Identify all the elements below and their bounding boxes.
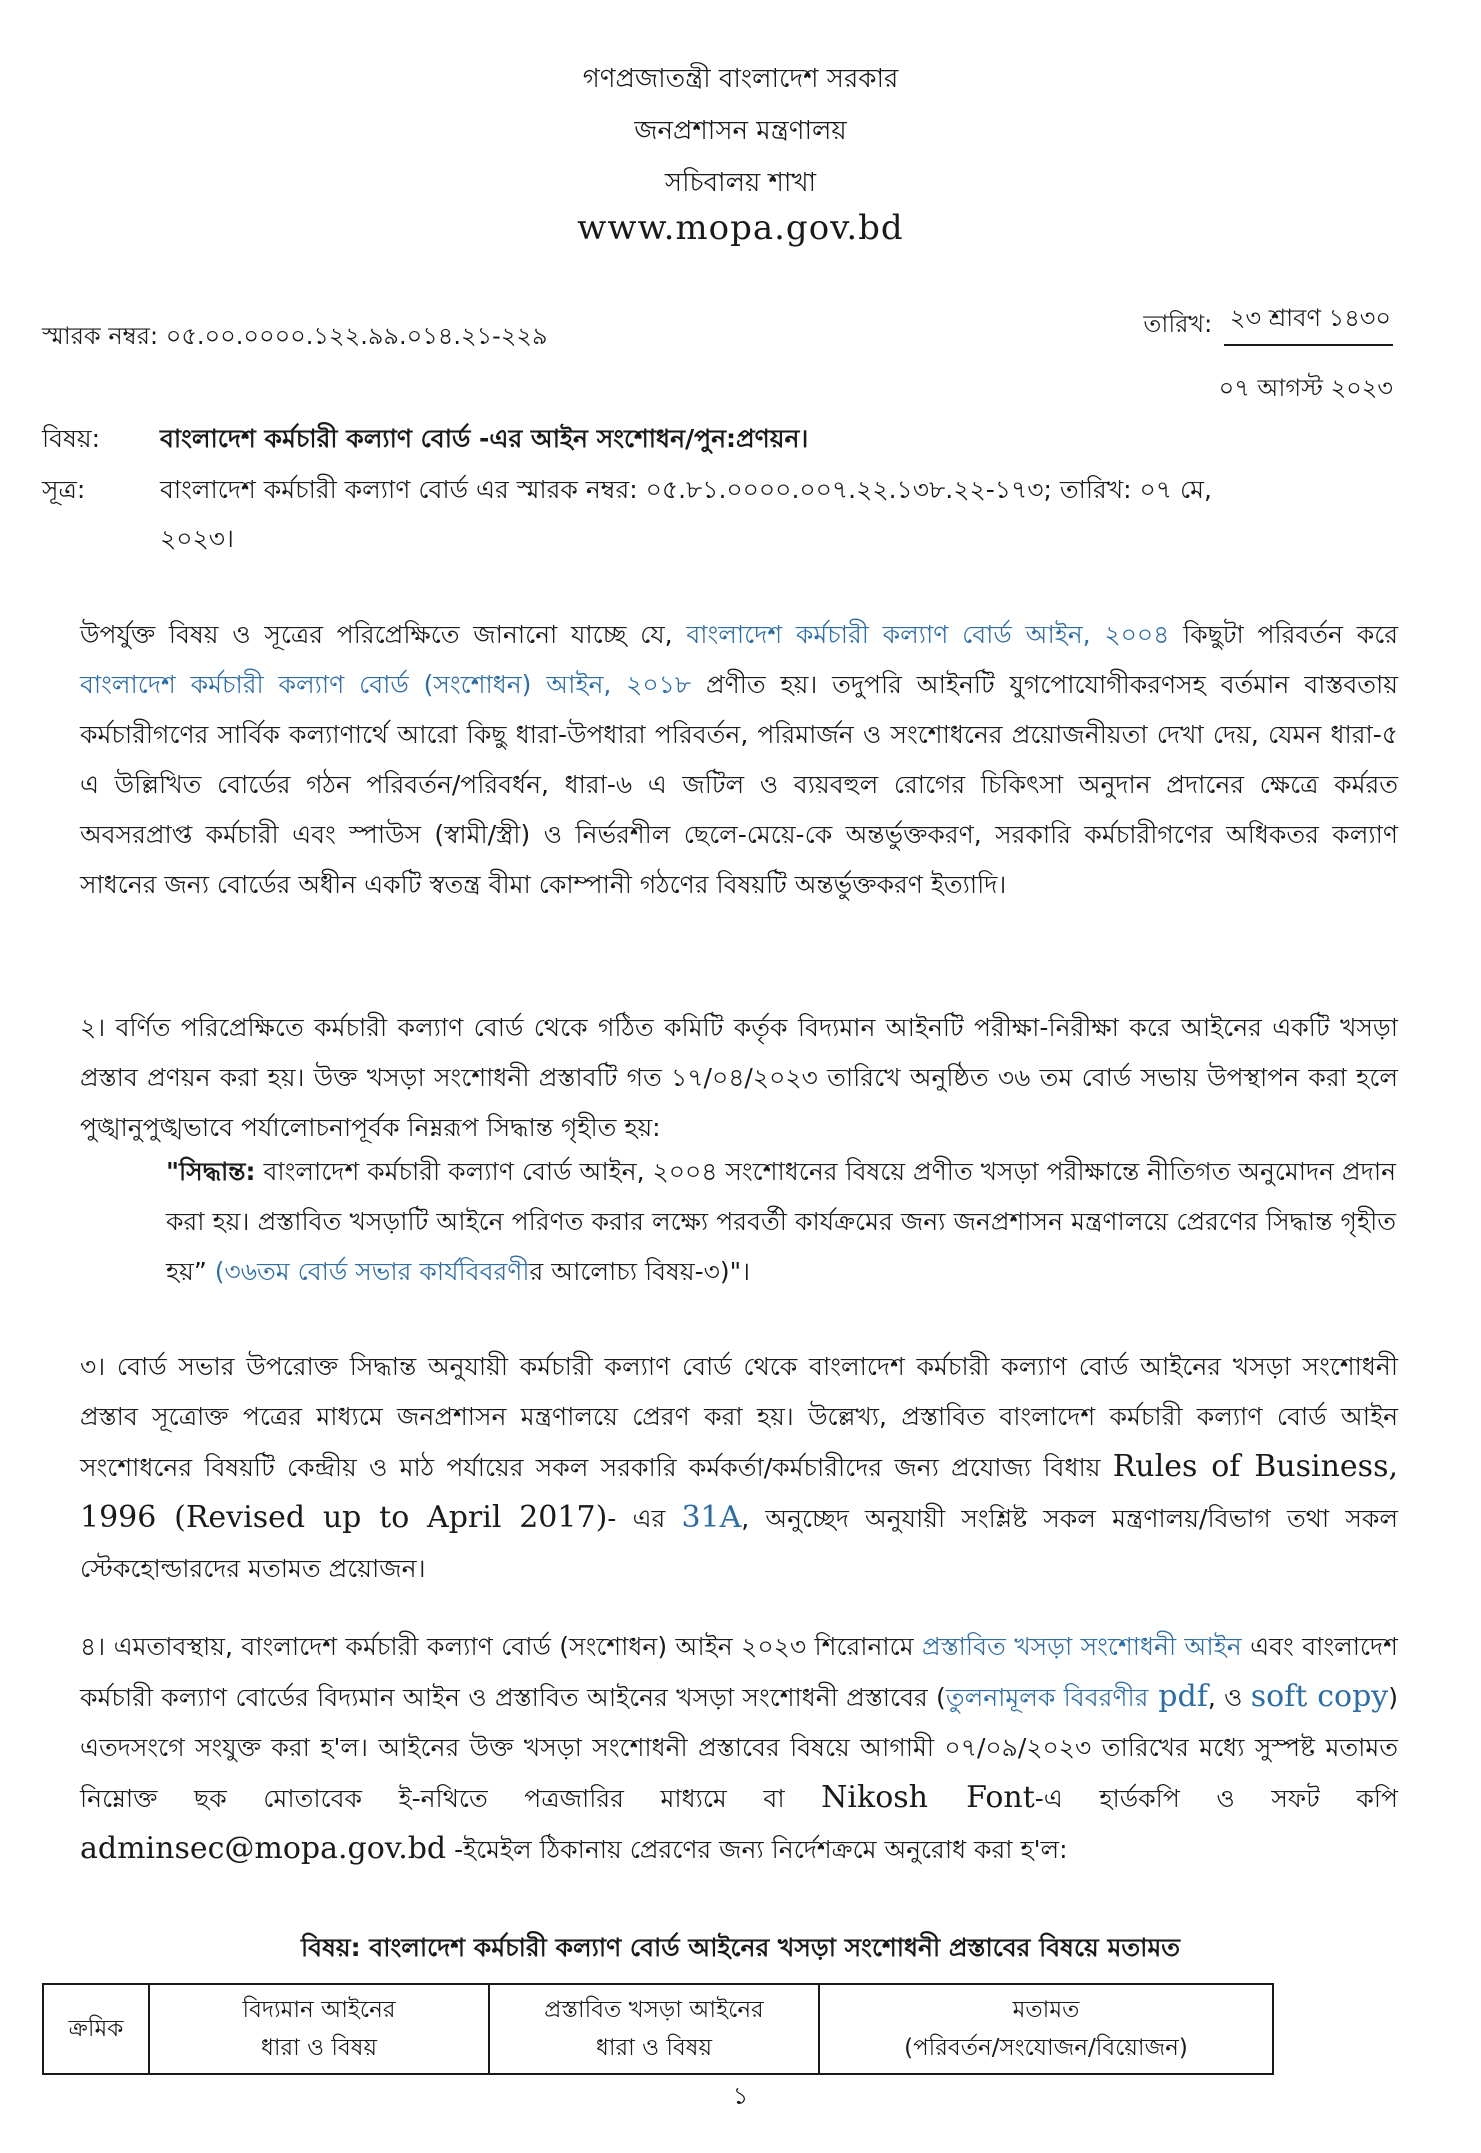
col-existing-law-line2: ধারা ও বিষয় [260,2035,378,2061]
reference-line-2: ২০২৩। [160,524,234,553]
col-existing-law [149,1984,489,2074]
para3-text-a: ৩। বোর্ড সভার উপরোক্ত সিদ্ধান্ত অনুযায়ী কর্মচারী কল্যাণ বোর্ড থেকে বাংলাদেশ কর্মচারী কল্যাণ বোর্ড আইনের খসড়া সংশোধনী প্রস্তাব সূত্রোক্ত পত্রের মাধ্যমে জনপ্রশাসন মন্ত্রণালয়ে প্রেরণ করা হয়। উল্লেখ্য, প্রস্তাবিত বাংলাদেশ কর্মচারী কল্যাণ বোর্ড আইন সংশোধনের বিষয়টি কেন্দ্রীয় ও মাঠ পর্যায়ের সকল সরকারি কর্মকর্তা/কর্মচারীদের জন্য প্রযোজ্য বিধায় [80,1352,1398,1482]
decision-text-b: র আলোচ্য বিষয়-৩)"। [529,1257,751,1286]
table-header-row [43,1984,1273,2074]
link-amendment-law-2018[interactable]: বাংলাদেশ কর্মচারী কল্যাণ বোর্ড (সংশোধন) আইন, ২০১৮ [80,670,692,699]
subject-text: বাংলাদেশ কর্মচারী কল্যাণ বোর্ড -এর আইন সংশোধন/পুন:প্রণয়ন। [160,424,809,453]
font-name: Nikosh Font [821,1780,1035,1815]
col-serial: ক্রমিক [43,1984,149,2074]
para1-text-c: প্রণীত হয়। তদুপরি আইনটি যুগপোযোগীকরণসহ বর্তমান বাস্তবতায় কর্মচারীগণের সার্বিক কল্যাণার্থে আরো কিছু ধারা-উপধারা পরিবর্তন, পরিমার্জন ও সংশোধনের প্রয়োজনীয়তা দেখা দেয়, যেমন ধারা-৫ এ উল্লিখিত বোর্ডের গঠন পরিবর্তন/পরিবর্ধন, ধারা-৬ এ জটিল ও ব্যয়বহুল রোগের চিকিৎসা অনুদান প্রদানের ক্ষেত্রে কর্মরত অবসরপ্রাপ্ত কর্মচারী এবং স্পাউস (স্বামী/স্ত্রী) ও নির্ভরশীল ছেলে-মেয়ে-কে অন্তর্ভুক্তকরণ, সরকারি কর্মচারীগণের অধিকতর কল্যাণ সাধনের জন্য বোর্ডের অধীন একটি স্বতন্ত্র বীমা কোম্পানী গঠণের বিষয়টি অন্তর্ভুক্তকরণ ইত্যাদি। [80,670,1398,899]
para3-text-b: - এর [607,1504,682,1533]
para4-text-c: , ও [1207,1683,1251,1712]
date-english: ০৭ আগস্ট ২০২৩ [1218,374,1393,402]
date-bangla: ২৩ শ্রাবণ ১৪৩০ [1224,300,1393,346]
col-existing-law-line1: বিদ্যমান আইনের [242,1997,396,2023]
rules-of-business: Rules of Business, 1996 (Revised up to April 2017) [80,1449,1398,1535]
para4-text-d: ) এতদসংগে সংযুক্ত করা হ'ল। আইনের উক্ত খসড়া সংশোধনী প্রস্তাবের বিষয়ে আগামী ০৭/০৯/২০২৩ তারিখের মধ্যে সুস্পষ্ট মতামত নিম্নোক্ত ছক মোতাবেক ই-নথিতে পত্রজারির মাধ্যমে বা [80,1683,1399,1813]
para4-text-f: -ইমেইল ঠিকানায় প্রেরণের জন্য নির্দেশক্রমে অনুরোধ করা হ'ল: [446,1835,1068,1864]
website-link[interactable]: www.mopa.gov.bd [577,208,904,248]
para1-text-a: উপর্যুক্ত বিষয় ও সূত্রের পরিপ্রেক্ষিতে জানানো যাচ্ছে যে, [80,620,687,649]
page-number: ১ [732,2082,749,2110]
paragraph-2: ২। বর্ণিত পরিপ্রেক্ষিতে কর্মচারী কল্যাণ বোর্ড থেকে গঠিত কমিটি কর্তৃক বিদ্যমান আইনটি পরীক্ষা-নিরীক্ষা করে আইনের একটি খসড়া প্রস্তাব প্রণয়ন করা হয়। উক্ত খসড়া সংশোধনী প্রস্তাবটি গত ১৭/০৪/২০২৩ তারিখে অনুষ্ঠিত ৩৬ তম বোর্ড সভায় উপস্থাপন করা হলে পুঙ্খানুপুঙ্খভাবে পর্যালোচনাপূর্বক নিম্নরূপ সিদ্ধান্ত গৃহীত হয়: [80,1013,1398,1142]
contact-email[interactable]: adminsec@mopa.gov.bd [80,1831,447,1866]
link-kormochari-law-2004[interactable]: বাংলাদেশ কর্মচারী কল্যাণ বোর্ড আইন, ২০০৪ [686,620,1170,649]
opinion-table [42,1983,1274,2075]
para4-text-a: ৪। এমতাবস্থায়, বাংলাদেশ কর্মচারী কল্যাণ বোর্ড (সংশোধন) আইন ২০২৩ শিরোনামে [80,1632,923,1661]
opinion-table-title: বিষয়: বাংলাদেশ কর্মচারী কল্যাণ বোর্ড আইনের খসড়া সংশোধনী প্রস্তাবের বিষয়ে মতামত [301,1933,1180,1962]
link-proposed-draft-law[interactable]: প্রস্তাবিত খসড়া সংশোধনী আইন [922,1632,1242,1661]
decision-label: "সিদ্ধান্ত: [166,1157,256,1186]
col-proposed-law [489,1984,819,2074]
link-comparative-statement[interactable]: তুলনামূলক বিবরণীর [945,1683,1149,1712]
decision-text-a: বাংলাদেশ কর্মচারী কল্যাণ বোর্ড আইন, ২০০৪ সংশোধনের বিষয়ে প্রণীত খসড়া পরীক্ষান্তে নীতিগত অনুমোদন প্রদান করা হয়। প্রস্তাবিত খসড়াটি আইনে পরিণত করার লক্ষ্যে পরবর্তী কার্যক্রমের জন্য জনপ্রশাসন মন্ত্রণালয়ে প্রেরণের সিদ্ধান্ত গৃহীত হয়” [166,1157,1397,1286]
col-opinion-line2: (পরিবর্তন/সংযোজন/বিয়োজন) [904,2035,1188,2061]
link-pdf[interactable]: pdf [1148,1679,1208,1714]
subject-label: বিষয়: [42,424,101,453]
paragraph-1 [80,610,1398,910]
para3-text-c: , অনুচ্ছেদ অনুযায়ী সংশ্লিষ্ট সকল মন্ত্রণালয়/বিভাগ তথা সকল স্টেকহোল্ডারদের মতামত প্রয়োজন। [80,1504,1398,1583]
link-soft-copy[interactable]: soft copy [1250,1679,1389,1714]
col-opinion [819,1984,1273,2074]
col-proposed-law-line1: প্রস্তাবিত খসড়া আইনের [544,1997,764,2023]
link-31a[interactable]: 31A [681,1500,742,1535]
date-block [1143,300,1393,410]
para1-text-b: কিছুটা পরিবর্তন করে [1169,620,1398,649]
ministry-name: জনপ্রশাসন মন্ত্রণালয় [634,116,847,146]
reference-label: সূত্র: [42,475,86,504]
para4-text-b: এবং বাংলাদেশ কর্মচারী কল্যাণ বোর্ডের বিদ্যমান আইন ও প্রস্তাবিত আইনের খসড়া সংশোধনী প্রস্তাবের ( [80,1632,1398,1712]
decision-quote [166,1147,1396,1297]
col-opinion-line1: মতামত [1012,1997,1080,2023]
section-name: সচিবালয় শাখা [664,168,817,198]
govt-name: গণপ্রজাতন্ত্রী বাংলাদেশ সরকার [582,64,899,94]
col-proposed-law-line2: ধারা ও বিষয় [595,2035,713,2061]
paragraph-4 [80,1622,1398,1875]
memo-number: স্মারক নম্বর: ০৫.০০.০০০০.১২২.৯৯.০১৪.২১-২২৯ [42,322,548,350]
para4-text-e: -এ হার্ডকপি ও সফট কপি [1034,1784,1398,1813]
link-board-minutes[interactable]: (৩৬তম বোর্ড সভার কার্যবিবরণী [214,1257,530,1286]
reference-line-1: বাংলাদেশ কর্মচারী কল্যাণ বোর্ড এর স্মারক নম্বর: ০৫.৮১.০০০০.০০৭.২২.১৩৮.২২-১৭৩; তারিখ: ০৭ মে, [160,475,1212,504]
date-label: তারিখ: [1143,310,1213,338]
paragraph-3 [80,1342,1398,1594]
